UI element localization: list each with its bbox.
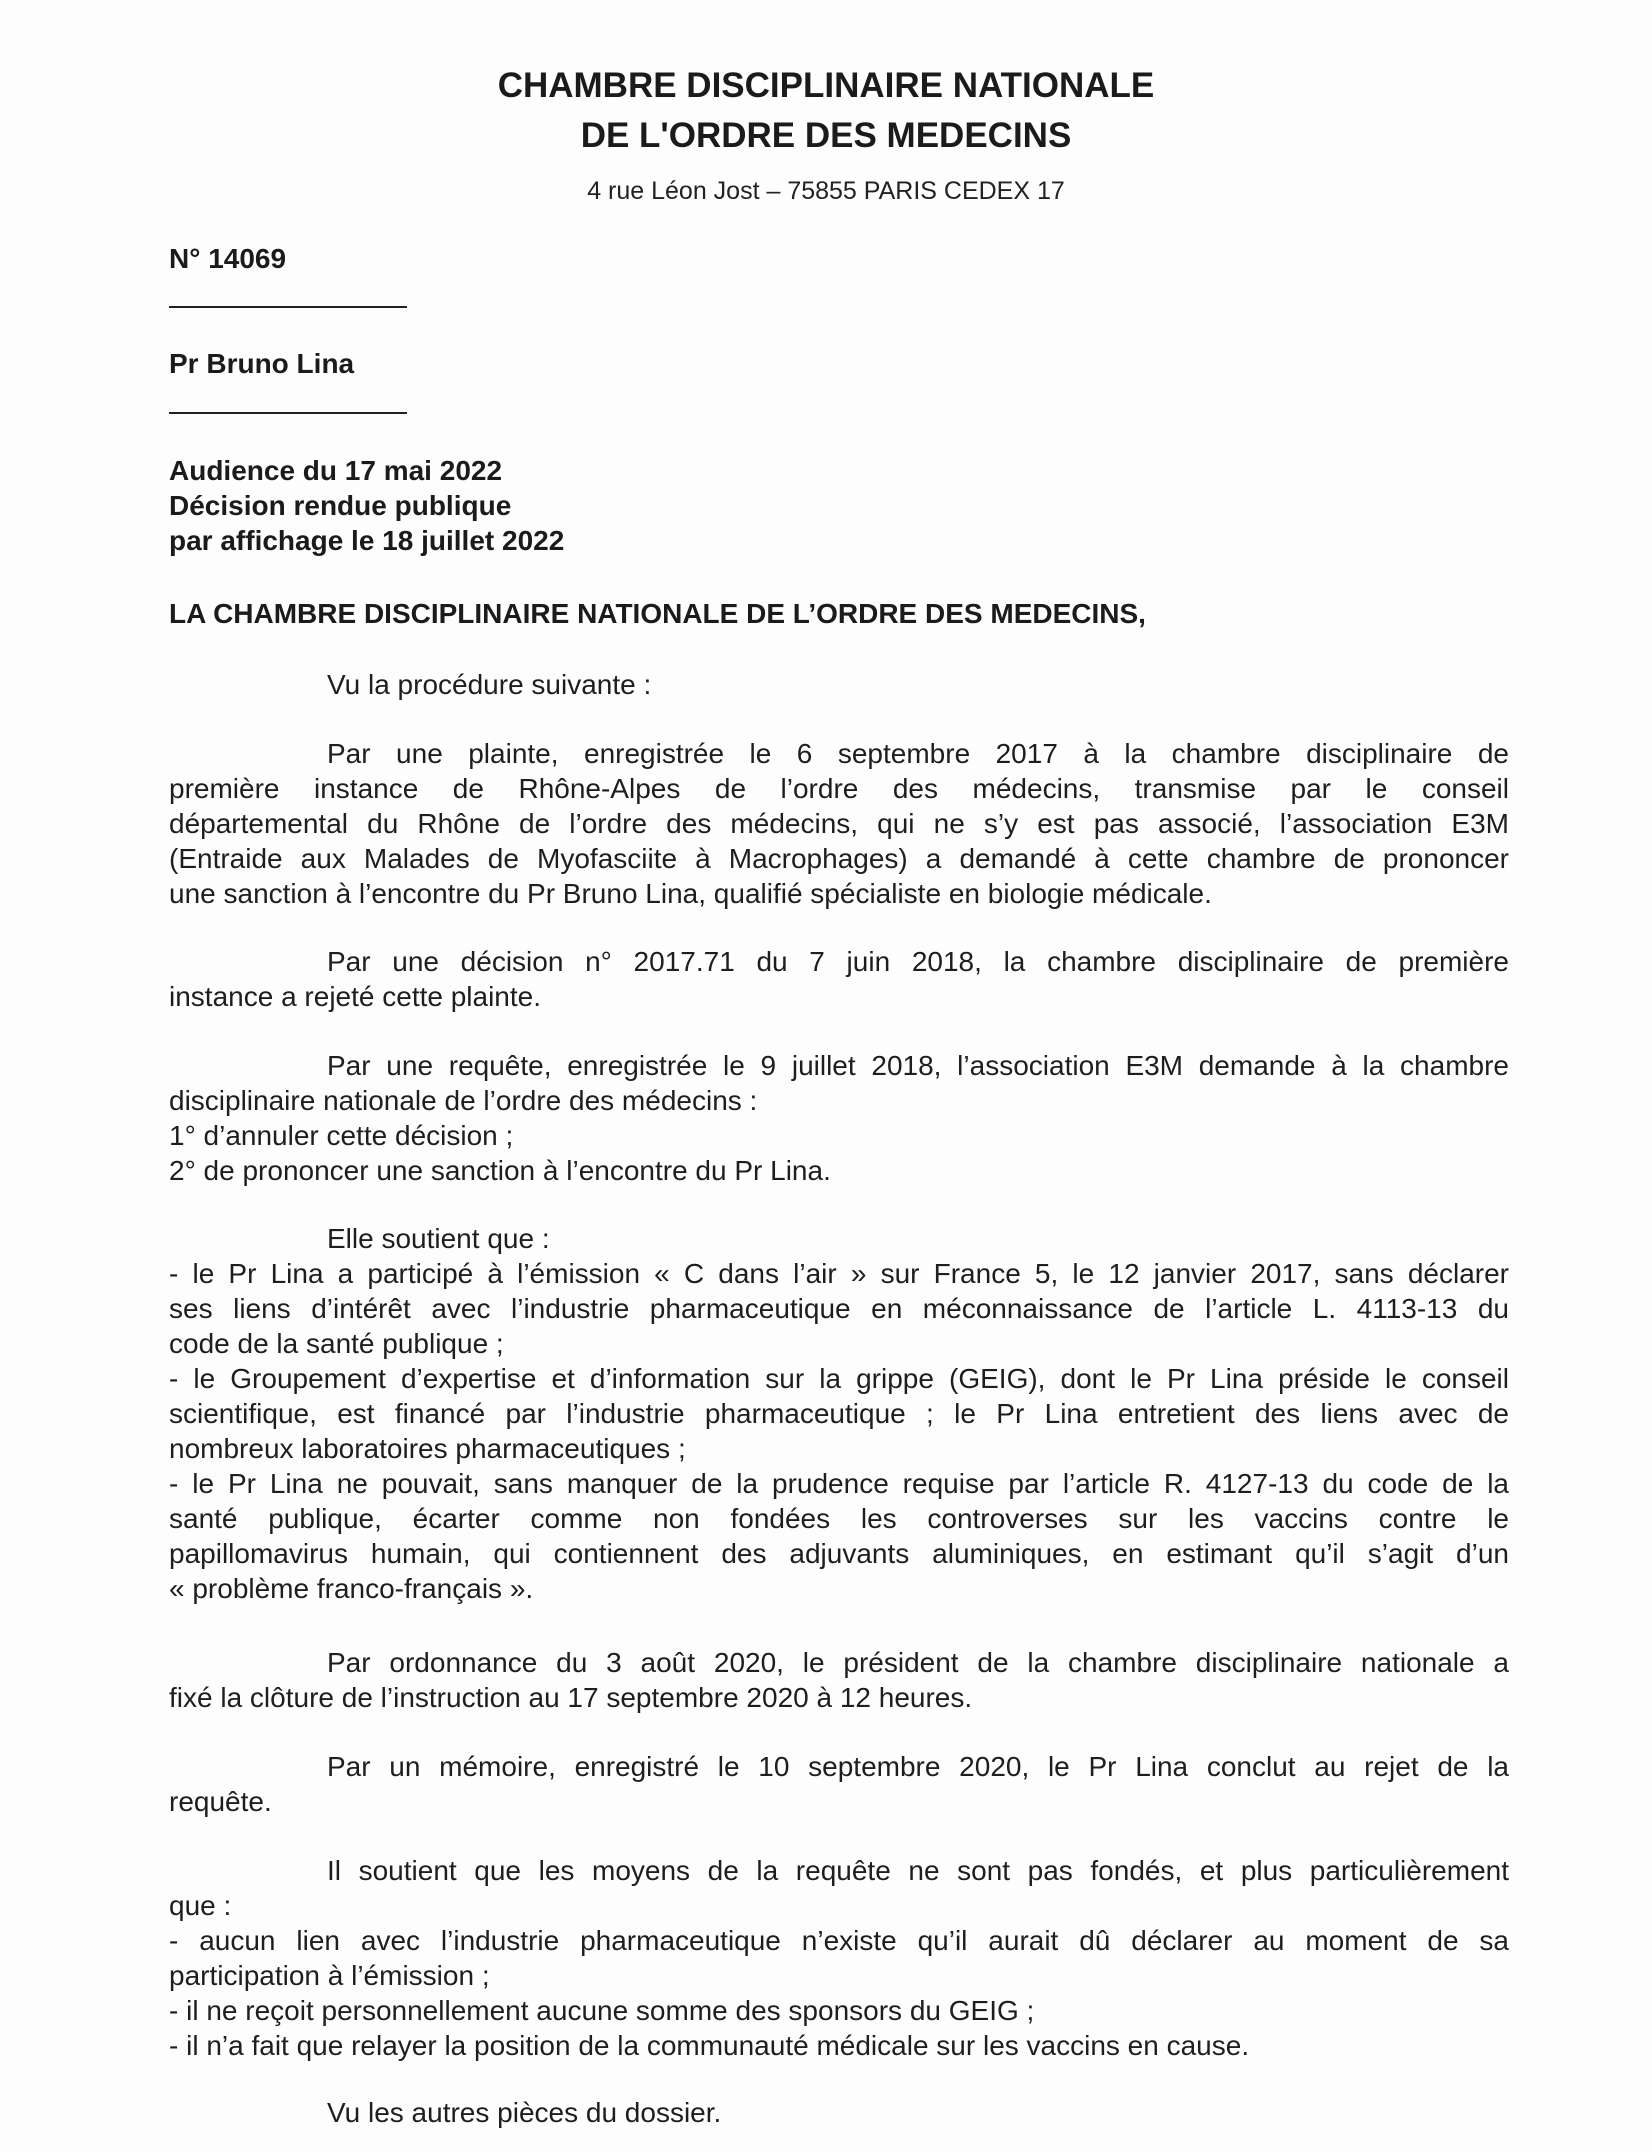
text-line: Par ordonnance du 3 août 2020, le président de la chambre disciplinaire nationale a xyxy=(327,1647,1509,1678)
court-heading: LA CHAMBRE DISCIPLINAIRE NATIONALE DE L’ORDRE DES MEDECINS, xyxy=(169,598,1146,629)
header-address: 4 rue Léon Jost – 75855 PARIS CEDEX 17 xyxy=(587,177,1065,205)
decision-line-2: par affichage le 18 juillet 2022 xyxy=(169,525,565,556)
text-line: Par une plainte, enregistrée le 6 septembre 2017 à la chambre disciplinaire de xyxy=(327,738,1509,769)
text-line: requête. xyxy=(169,1786,272,1817)
header-title-line2: DE L'ORDRE DES MEDECINS xyxy=(580,116,1072,155)
text-line: 1° d’annuler cette décision ; xyxy=(169,1120,514,1151)
text-line: fixé la clôture de l’instruction au 17 septembre 2020 à 12 heures. xyxy=(169,1682,973,1713)
text-line: « problème franco-français ». xyxy=(169,1573,534,1604)
party-name: Pr Bruno Lina xyxy=(169,348,355,379)
text-line: disciplinaire nationale de l’ordre des médecins : xyxy=(169,1085,758,1116)
case-number: N° 14069 xyxy=(169,243,287,274)
text-line: que : xyxy=(169,1890,232,1921)
text-line: code de la santé publique ; xyxy=(169,1328,504,1359)
text-line: papillomavirus humain, qui contiennent des adjuvants aluminiques, en estimant qu’il s’agit d’un xyxy=(169,1538,1509,1569)
text-line: nombreux laboratoires pharmaceutiques ; xyxy=(169,1433,686,1464)
text-line: Vu les autres pièces du dossier. xyxy=(327,2097,722,2128)
text-line: Vu la procédure suivante : xyxy=(327,669,652,700)
text-line: (Entraide aux Malades de Myofasciite à Macrophages) a demandé à cette chambre de prononcer xyxy=(169,843,1509,874)
paragraph-defense-brief xyxy=(169,1749,1509,1819)
text-line: Par une requête, enregistrée le 9 juillet 2018, l’association E3M demande à la chambre xyxy=(327,1050,1509,1081)
text-line: - aucun lien avec l’industrie pharmaceutique n’existe qu’il aurait dû déclarer au moment de sa xyxy=(169,1925,1509,1956)
text-line: instance a rejeté cette plainte. xyxy=(169,981,542,1012)
text-line: 2° de prononcer une sanction à l’encontre du Pr Lina. xyxy=(169,1155,831,1186)
text-line: scientifique, est financé par l’industrie pharmaceutique ; le Pr Lina entretient des liens avec de xyxy=(169,1398,1509,1429)
paragraph-other-documents xyxy=(169,2095,1509,2130)
text-line: Par un mémoire, enregistré le 10 septembre 2020, le Pr Lina conclut au rejet de la xyxy=(327,1751,1509,1782)
paragraph-appeal xyxy=(169,1048,1509,1188)
divider xyxy=(169,412,407,414)
paragraph-claimant-arguments xyxy=(169,1221,1509,1606)
decision-line-1: Décision rendue publique xyxy=(169,490,512,521)
text-line: Il soutient que les moyens de la requête ne sont pas fondés, et plus particulièrement xyxy=(327,1855,1509,1886)
paragraph-complaint xyxy=(169,736,1509,911)
paragraph-ordinance xyxy=(169,1645,1509,1715)
paragraph-defense-arguments xyxy=(169,1853,1509,2063)
text-line: une sanction à l’encontre du Pr Bruno Lina, qualifié spécialiste en biologie médicale. xyxy=(169,878,1212,909)
text-line: participation à l’émission ; xyxy=(169,1960,490,1991)
text-line: - le Groupement d’expertise et d’information sur la grippe (GEIG), dont le Pr Lina préside le conseil xyxy=(169,1363,1509,1394)
hearing-date: Audience du 17 mai 2022 xyxy=(169,455,503,486)
text-line: ses liens d’intérêt avec l’industrie pharmaceutique en méconnaissance de l’article L. 4113-13 du xyxy=(169,1293,1509,1324)
text-line: - le Pr Lina ne pouvait, sans manquer de la prudence requise par l’article R. 4127-13 du code de la xyxy=(169,1468,1509,1499)
text-line: Elle soutient que : xyxy=(327,1223,550,1254)
paragraph-first-decision xyxy=(169,944,1509,1014)
text-line: santé publique, écarter comme non fondées les controverses sur les vaccins contre le xyxy=(169,1503,1509,1534)
text-line: première instance de Rhône-Alpes de l’ordre des médecins, transmise par le conseil xyxy=(169,773,1509,804)
paragraph-procedure xyxy=(169,667,1509,702)
divider xyxy=(169,306,407,308)
text-line: - il ne reçoit personnellement aucune somme des sponsors du GEIG ; xyxy=(169,1995,1035,2026)
header-title-line1: CHAMBRE DISCIPLINAIRE NATIONALE xyxy=(497,66,1155,105)
text-line: départemental du Rhône de l’ordre des médecins, qui ne s’y est pas associé, l’association E3M xyxy=(169,808,1509,839)
text-line: Par une décision n° 2017.71 du 7 juin 2018, la chambre disciplinaire de première xyxy=(327,946,1509,977)
text-line: - il n’a fait que relayer la position de la communauté médicale sur les vaccins en cause. xyxy=(169,2030,1250,2061)
text-line: - le Pr Lina a participé à l’émission « C dans l’air » sur France 5, le 12 janvier 2017, sans déclarer xyxy=(169,1258,1509,1289)
